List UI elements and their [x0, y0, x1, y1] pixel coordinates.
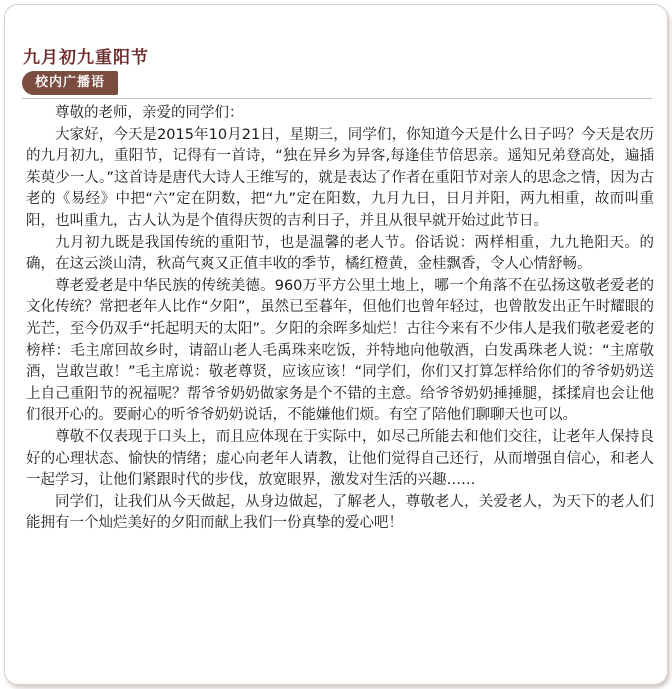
- divider: [22, 98, 652, 99]
- article-card: [4, 4, 668, 685]
- article-body: [26, 103, 654, 535]
- article-title: 九月初九重阳节: [23, 48, 149, 68]
- paragraph: 尊老爱老是中华民族的传统美德。960万平方公里土地上，哪一个角落不在弘扬这敬老爱老的文化传统？常把老年人比作“夕阳”，虽然已至暮年，但他们也曾年轻过，也曾散发出正午时耀眼的光芒，至今仍双手“托起明天的太阳”。夕阳的余晖多灿烂！古往今来有不少伟人是我们敬老爱老的榜样：毛主席回故乡时，请韶山老人毛禹珠来吃饭，并特地向他敬酒，白发禹珠老人说：“主席敬酒，岂敢岂敢！”毛主席说：敬老尊贤，应该应该！“同学们，你们又打算怎样给你们的爷爷奶奶送上自己重阳节的祝福呢？帮爷爷奶奶做家务是个不错的主意。给爷爷奶奶捶捶腿，揉揉肩也会让他们很开心的。要耐心的听爷爷奶奶说话，不能嫌他们烦。有空了陪他们聊聊天也可以。: [26, 277, 654, 424]
- paragraph: 九月初九既是我国传统的重阳节，也是温馨的老人节。俗话说：两样相重，九九艳阳天。的确，在这云淡山清，秋高气爽又正值丰收的季节，橘红橙黄，金桂飘香，令人心情舒畅。: [26, 234, 654, 273]
- paragraph: 尊敬不仅表现于口头上，而且应体现在于实际中，如尽己所能去和他们交往，让老年人保持良好的心理状态、愉快的情绪；虚心向老年人请教，让他们觉得自己还行，从而增强自信心，和老人一起学习，让他们紧跟时代的步伐，放宽眼界，激发对生活的兴趣……: [26, 428, 654, 489]
- paragraph: 大家好，今天是2015年10月21日，星期三，同学们，你知道今天是什么日子吗？今天是农历的九月初九，重阳节，记得有一首诗，“独在异乡为异客,每逢佳节倍思亲。遥知兄弟登高处，遍插茱萸少一人。”这首诗是唐代大诗人王维写的，就是表达了作者在重阳节对亲人的思念之情，因为古老的《易经》中把“六”定在阴数，把“九”定在阳数，九月九日，日月并阳，两九相重，故而叫重阳，也叫重九，古人认为是个值得庆贺的吉利日子，并且从很早就开始过此节日。: [26, 126, 654, 229]
- paragraph: 同学们，让我们从今天做起，从身边做起，了解老人，尊敬老人，关爱老人，为天下的老人们能拥有一个灿烂美好的夕阳而献上我们一份真挚的爱心吧！: [26, 493, 654, 532]
- paragraph-greeting: 尊敬的老师，亲爱的同学们：: [55, 105, 244, 121]
- category-tag: 校内广播语: [22, 71, 118, 95]
